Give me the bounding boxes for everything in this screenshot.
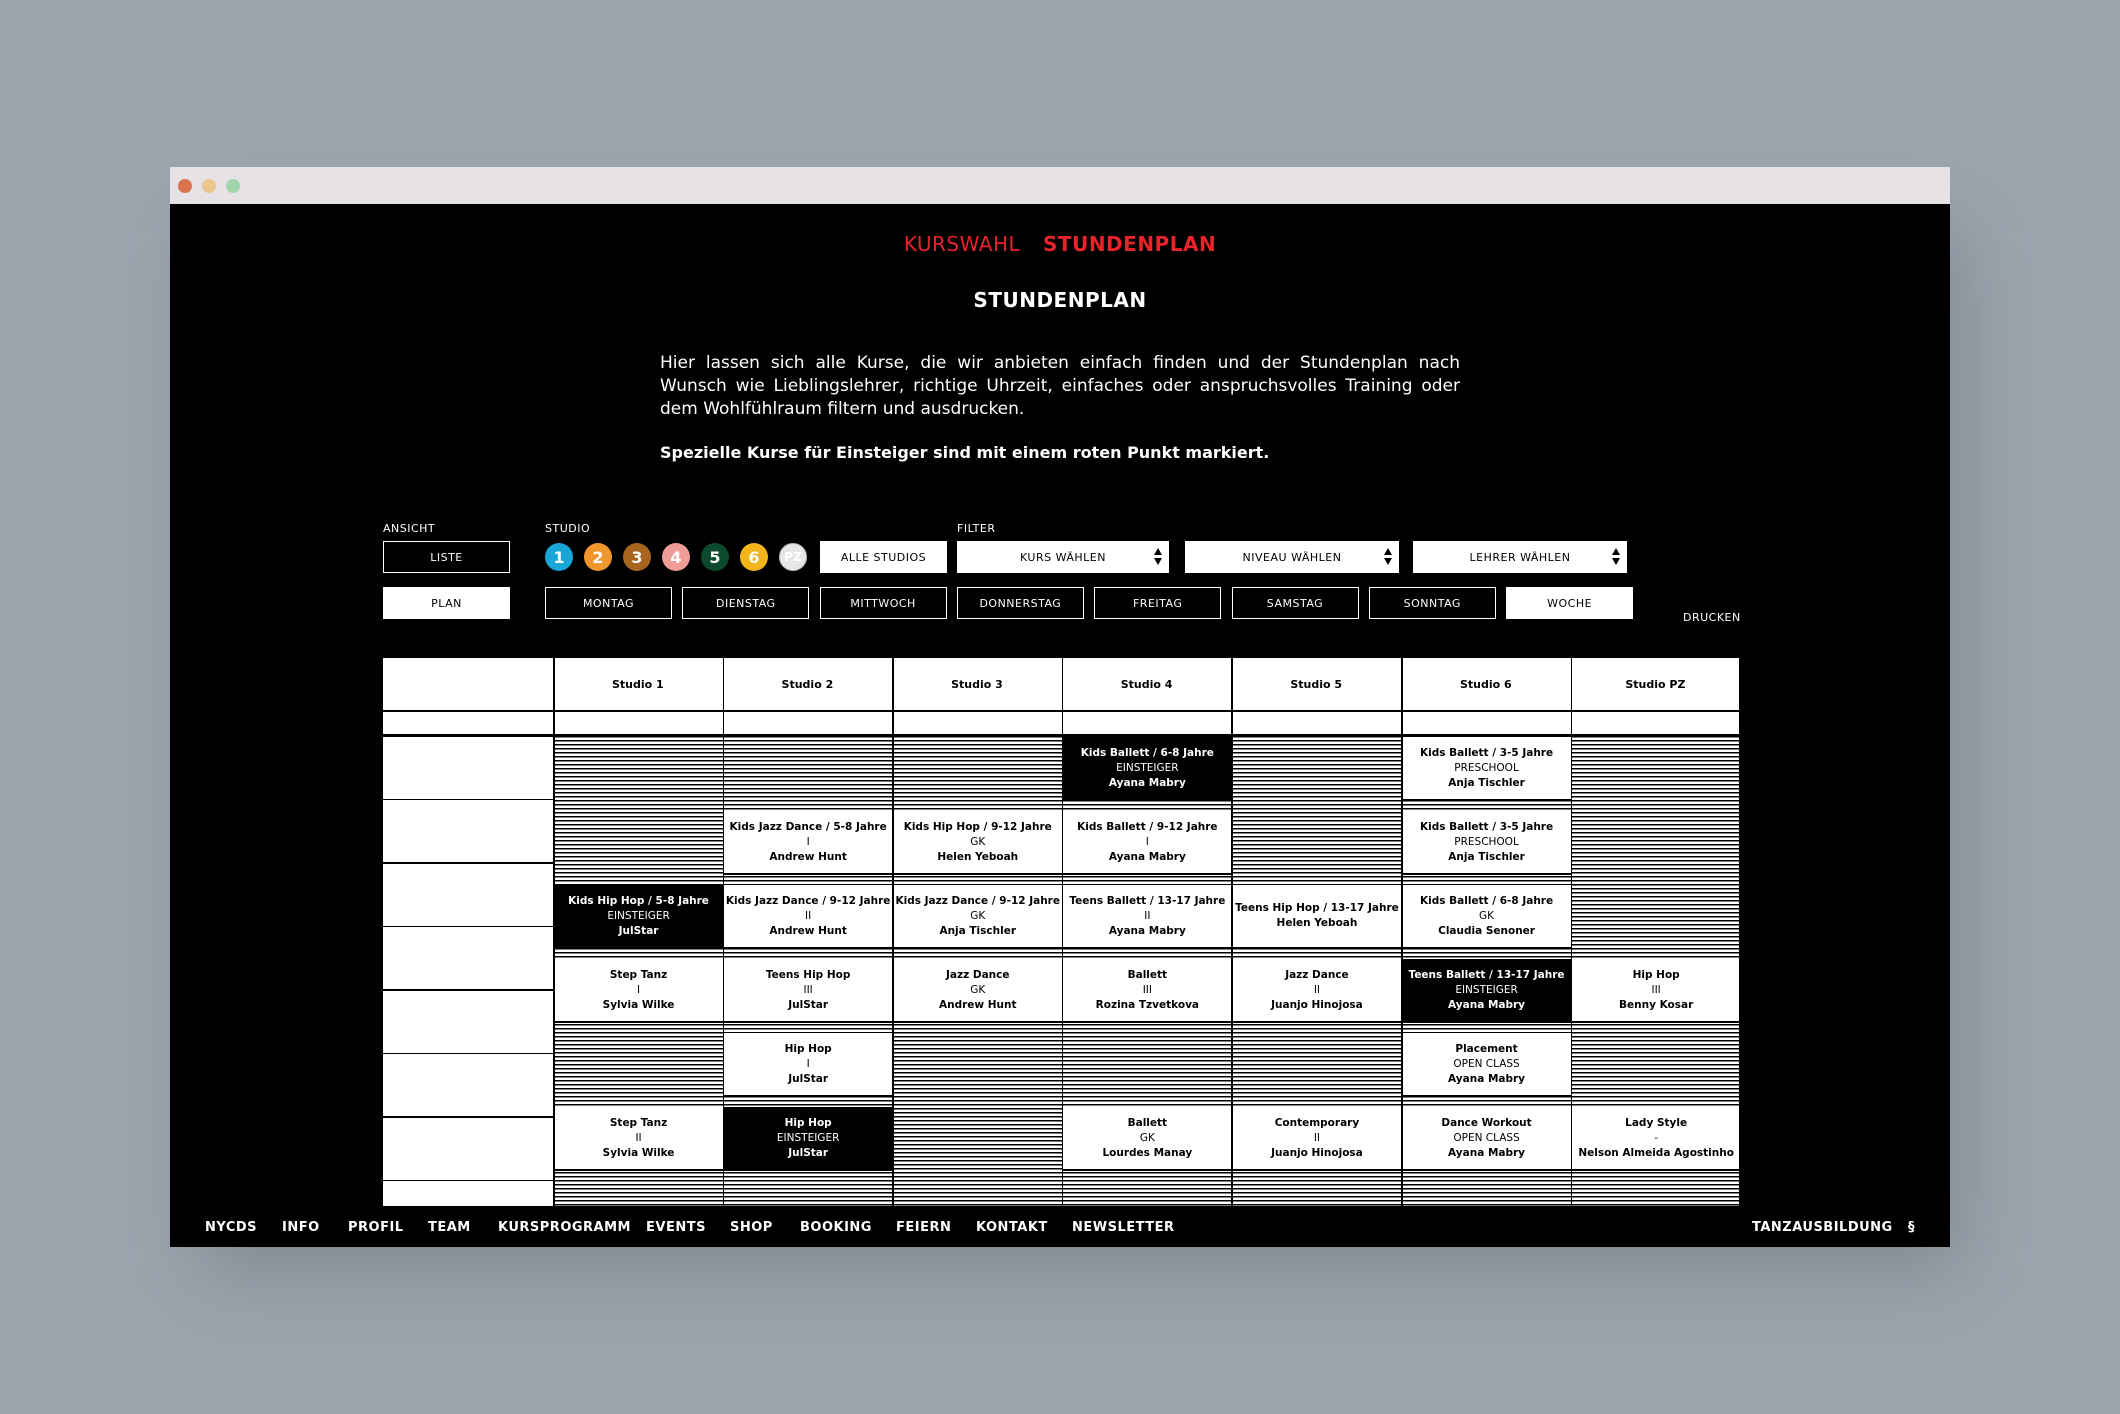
class-teacher: Claudia Senoner xyxy=(1438,924,1535,937)
class-title: Lady Style xyxy=(1625,1116,1688,1129)
studio-6-button[interactable]: 6 xyxy=(740,543,768,571)
time-label: 19:00 xyxy=(450,998,486,1011)
day-montag-button[interactable]: MONTAG xyxy=(545,587,672,619)
class-title: Dance Workout xyxy=(1441,1116,1532,1129)
class-level: I xyxy=(636,983,641,996)
class-teacher: Juanjo Hinojosa xyxy=(1271,998,1363,1011)
class-divider xyxy=(723,947,893,949)
class-title: Kids Jazz Dance / 5-8 Jahre xyxy=(729,820,887,833)
close-window-dot-icon[interactable] xyxy=(178,179,192,193)
class-divider xyxy=(1062,873,1232,875)
class-divider xyxy=(723,1021,893,1023)
kurs-select[interactable] xyxy=(957,541,1169,573)
column-header-studio: Studio 3 xyxy=(951,677,1003,691)
column-header-studio: Studio PZ xyxy=(1625,677,1686,691)
class-cell[interactable] xyxy=(555,1107,723,1169)
class-level: EINSTEIGER xyxy=(1116,761,1179,774)
class-divider xyxy=(1401,1021,1571,1023)
class-cell[interactable] xyxy=(894,811,1062,873)
class-divider xyxy=(1231,947,1401,949)
class-level: EINSTEIGER xyxy=(1455,983,1518,996)
class-divider xyxy=(553,1169,723,1171)
select-arrows-icon xyxy=(1153,547,1163,567)
class-title: Step Tanz xyxy=(609,968,668,981)
top-nav xyxy=(170,232,1950,256)
studio-2-button[interactable]: 2 xyxy=(584,543,612,571)
class-divider xyxy=(892,873,1062,875)
class-level: PRESCHOOL xyxy=(1454,835,1519,848)
time-label: 21:00 xyxy=(450,1125,486,1138)
class-level: PRESCHOOL xyxy=(1454,761,1519,774)
column-divider xyxy=(1739,658,1740,1206)
class-cell[interactable] xyxy=(1403,1033,1571,1095)
class-level: I xyxy=(806,1057,810,1070)
class-title: Step Tanz xyxy=(609,1116,668,1129)
time-label: 17:00 xyxy=(450,871,486,884)
class-teacher: Anja Tischler xyxy=(939,924,1017,937)
day-dienstag-button[interactable]: DIENSTAG xyxy=(682,587,809,619)
day-row-label: Montag xyxy=(403,718,450,731)
browser-window xyxy=(170,167,1950,1247)
day-donnerstag-button[interactable]: DONNERSTAG xyxy=(957,587,1084,619)
class-title: Kids Ballett / 3-5 Jahre xyxy=(1419,820,1554,833)
class-title: Contemporary xyxy=(1274,1116,1360,1129)
class-title: Kids Ballett / 3-5 Jahre xyxy=(1419,746,1554,759)
class-divider xyxy=(1401,873,1571,875)
class-level: GK xyxy=(1479,909,1495,922)
column-divider xyxy=(1231,658,1233,1206)
class-title: Jazz Dance xyxy=(1285,968,1349,981)
class-divider xyxy=(1062,1021,1232,1023)
day-woche-button[interactable]: WOCHE xyxy=(1506,587,1633,619)
class-teacher: Rozina Tzvetkova xyxy=(1095,998,1200,1011)
class-divider xyxy=(1062,947,1232,949)
studio-5-button[interactable]: 5 xyxy=(701,543,729,571)
class-teacher: Ayana Mabry xyxy=(1448,1146,1526,1159)
footer-link-booking[interactable]: BOOKING xyxy=(800,1220,872,1235)
class-cell[interactable] xyxy=(724,959,892,1021)
class-teacher: Nelson Almeida Agostinho xyxy=(1578,1146,1734,1159)
class-level: GK xyxy=(970,909,986,922)
class-divider xyxy=(1401,1095,1571,1097)
class-level: I xyxy=(1145,835,1149,848)
class-cell[interactable] xyxy=(894,959,1062,1021)
footer-link-events[interactable]: EVENTS xyxy=(646,1220,706,1235)
class-teacher: JulStar xyxy=(618,924,659,937)
time-row-divider xyxy=(383,1116,553,1118)
footer-link-kontakt[interactable]: KONTAKT xyxy=(976,1220,1048,1235)
class-title: Ballett xyxy=(1127,968,1168,981)
class-teacher: Sylvia Wilke xyxy=(602,998,675,1011)
class-level: EINSTEIGER xyxy=(776,1131,840,1144)
class-divider xyxy=(1401,799,1571,801)
class-cell[interactable] xyxy=(1572,959,1740,1021)
class-teacher: Ayana Mabry xyxy=(1448,1072,1526,1085)
view-plan-button[interactable]: PLAN xyxy=(383,587,510,619)
class-level: I xyxy=(806,835,810,848)
class-level: III xyxy=(1651,983,1661,996)
page-title: STUNDENPLAN xyxy=(973,288,1147,312)
class-level: GK xyxy=(970,983,986,996)
class-cell[interactable] xyxy=(724,885,892,947)
class-teacher: JulStar xyxy=(788,1146,829,1159)
ansicht-label: ANSICHT xyxy=(383,522,436,535)
maximize-window-dot-icon[interactable] xyxy=(226,179,240,193)
class-title: Kids Jazz Dance / 9-12 Jahre xyxy=(895,894,1060,907)
select-arrows-icon xyxy=(1611,547,1621,567)
class-title: Ballett xyxy=(1127,1116,1168,1129)
class-cell[interactable] xyxy=(1063,885,1231,947)
column-header-studio: Studio 5 xyxy=(1290,677,1343,691)
time-label: 20:00 xyxy=(450,1061,486,1075)
class-title: Teens Ballett / 13-17 Jahre xyxy=(1408,968,1565,981)
studio-1-button[interactable]: 1 xyxy=(545,543,573,571)
class-divider xyxy=(1401,947,1571,949)
intro-text: Hier lassen sich alle Kurse, die wir anbieten einfach finden und der Stundenplan nach Wunsch wie Lieblingslehrer, richtige Uhrzeit, einfaches oder anspruchsvolles Training oder dem Wohlfühlraum filtern und ausdrucken. xyxy=(660,353,1460,419)
class-level: III xyxy=(803,983,813,996)
footer-link-impressum[interactable]: § xyxy=(1908,1220,1915,1235)
class-title: Kids Ballett / 6-8 Jahre xyxy=(1080,746,1214,759)
day-mittwoch-button[interactable]: MITTWOCH xyxy=(820,587,947,619)
nav-stundenplan-link[interactable]: STUNDENPLAN xyxy=(1043,232,1217,256)
time-row-divider xyxy=(383,799,553,801)
niveau-select-label: NIVEAU WÄHLEN xyxy=(1242,550,1342,564)
time-row-divider xyxy=(383,989,553,991)
column-header-studio: Studio 2 xyxy=(781,677,834,691)
minimize-window-dot-icon[interactable] xyxy=(202,179,216,193)
schedule-grid xyxy=(383,658,1740,1206)
class-divider xyxy=(553,1021,723,1023)
class-title: Kids Hip Hop / 5-8 Jahre xyxy=(568,894,709,907)
alle-studios-button[interactable]: ALLE STUDIOS xyxy=(820,541,947,573)
class-cell[interactable] xyxy=(1063,1107,1231,1169)
class-title: Teens Ballett / 13-17 Jahre xyxy=(1069,894,1226,907)
class-cell[interactable] xyxy=(555,885,723,947)
class-level: - xyxy=(1654,1131,1659,1144)
class-title: Teens Hip Hop / 13-17 Jahre xyxy=(1235,902,1399,914)
footer-link-team[interactable]: TEAM xyxy=(428,1220,471,1235)
class-cell[interactable] xyxy=(1233,885,1401,947)
class-divider xyxy=(1401,1169,1571,1171)
day-freitag-button[interactable]: FREITAG xyxy=(1094,587,1221,619)
class-divider xyxy=(553,947,723,949)
footer-link-tanzausbildung[interactable]: TANZAUSBILDUNG xyxy=(1752,1220,1893,1235)
footer-link-nycds[interactable]: NYCDS xyxy=(205,1220,258,1235)
class-title: Kids Ballett / 9-12 Jahre xyxy=(1077,820,1218,833)
class-cell[interactable] xyxy=(1063,737,1231,799)
class-divider xyxy=(723,1095,893,1097)
class-cell[interactable] xyxy=(894,885,1062,947)
lehrer-select[interactable] xyxy=(1413,541,1627,573)
class-teacher: Benny Kosar xyxy=(1619,998,1694,1011)
footer-link-kursprogramm[interactable]: KURSPROGRAMM xyxy=(498,1220,631,1235)
day-sonntag-button[interactable]: SONNTAG xyxy=(1369,587,1496,619)
column-divider xyxy=(1401,658,1403,1206)
footer-link-profil[interactable]: PROFIL xyxy=(348,1220,404,1235)
class-teacher: Ayana Mabry xyxy=(1108,850,1186,863)
class-teacher: Ayana Mabry xyxy=(1108,924,1186,937)
class-cell[interactable] xyxy=(1403,737,1571,799)
class-teacher: Ayana Mabry xyxy=(1448,998,1526,1011)
class-cell[interactable] xyxy=(1063,811,1231,873)
class-title: Kids Ballett / 6-8 Jahre xyxy=(1419,894,1554,907)
class-cell[interactable] xyxy=(724,1033,892,1095)
niveau-select[interactable] xyxy=(1185,541,1399,573)
column-header-studio: Studio 6 xyxy=(1459,677,1512,691)
class-divider xyxy=(1062,1169,1232,1171)
class-level: OPEN CLASS xyxy=(1453,1057,1520,1070)
class-title: Hip Hop xyxy=(1632,968,1680,981)
class-divider xyxy=(1231,1021,1401,1023)
class-cell[interactable] xyxy=(1233,959,1401,1021)
drucken-link[interactable]: DRUCKEN xyxy=(1683,611,1741,624)
class-level: OPEN CLASS xyxy=(1453,1131,1520,1144)
column-divider xyxy=(553,658,555,1206)
studio-4-button[interactable]: 4 xyxy=(662,543,690,571)
class-teacher: Sylvia Wilke xyxy=(602,1146,675,1159)
page-content xyxy=(170,204,1950,1247)
class-teacher: Andrew Hunt xyxy=(938,998,1017,1011)
footer-link-newsletter[interactable]: NEWSLETTER xyxy=(1072,1220,1175,1235)
class-cell[interactable] xyxy=(1403,885,1571,947)
class-cell[interactable] xyxy=(1233,1107,1401,1169)
class-divider xyxy=(723,873,893,875)
class-level: II xyxy=(1313,983,1321,996)
class-divider xyxy=(1571,1169,1740,1171)
filter-label: FILTER xyxy=(957,522,996,535)
time-label: 15:00 xyxy=(450,744,486,757)
lehrer-select-label: LEHRER WÄHLEN xyxy=(1469,550,1571,564)
class-cell[interactable] xyxy=(1403,1107,1571,1169)
column-divider xyxy=(723,658,725,1206)
class-level: II xyxy=(1144,909,1151,922)
class-title: Kids Hip Hop / 9-12 Jahre xyxy=(903,820,1052,833)
class-teacher: Andrew Hunt xyxy=(769,850,847,863)
time-label: 22:00 xyxy=(450,1188,486,1202)
class-title: Teens Hip Hop xyxy=(765,968,851,981)
class-level: GK xyxy=(1139,1131,1155,1144)
class-divider xyxy=(723,1169,893,1171)
select-arrows-icon xyxy=(1383,547,1393,567)
time-row-divider xyxy=(383,1180,553,1182)
class-divider xyxy=(892,947,1062,949)
column-header-studio: Studio 1 xyxy=(611,677,664,691)
studio-3-button[interactable]: 3 xyxy=(623,543,651,571)
column-header-studio: Studio 4 xyxy=(1120,677,1173,691)
class-title: Kids Jazz Dance / 9-12 Jahre xyxy=(725,894,891,907)
kurs-select-label: KURS WÄHLEN xyxy=(1020,550,1106,564)
time-label: 18:00 xyxy=(450,934,486,948)
footer-link-info[interactable]: INFO xyxy=(282,1220,320,1235)
class-divider xyxy=(1571,1021,1740,1023)
class-cell[interactable] xyxy=(1403,959,1571,1021)
time-row-divider xyxy=(383,926,553,928)
class-divider xyxy=(892,1021,1062,1023)
column-divider xyxy=(1571,658,1573,1206)
nav-kurswahl-link[interactable]: KURSWAHL xyxy=(903,232,1021,256)
footer-link-shop[interactable]: SHOP xyxy=(730,1220,773,1235)
studio-pz-button[interactable]: PZ xyxy=(779,543,807,571)
class-cell[interactable] xyxy=(724,811,892,873)
column-divider xyxy=(892,658,894,1206)
class-teacher: Andrew Hunt xyxy=(769,924,847,937)
class-divider xyxy=(1062,799,1232,801)
time-label: 16:00 xyxy=(450,807,486,821)
view-liste-button[interactable]: LISTE xyxy=(383,541,510,573)
class-teacher: Juanjo Hinojosa xyxy=(1271,1146,1363,1159)
class-teacher: Anja Tischler xyxy=(1448,850,1525,863)
time-row-divider xyxy=(383,1053,553,1055)
column-divider xyxy=(1062,658,1064,1206)
class-cell[interactable] xyxy=(1063,959,1231,1021)
class-cell[interactable] xyxy=(555,959,723,1021)
studio-label: STUDIO xyxy=(545,522,591,535)
class-title: Hip Hop xyxy=(784,1116,832,1129)
class-title: Placement xyxy=(1455,1042,1518,1055)
class-level: EINSTEIGER xyxy=(607,909,670,922)
class-cell[interactable] xyxy=(724,1107,892,1169)
class-level: GK xyxy=(970,835,986,848)
class-teacher: JulStar xyxy=(788,998,829,1011)
class-level: II xyxy=(805,909,812,922)
beginner-note: Spezielle Kurse für Einsteiger sind mit einem roten Punkt markiert. xyxy=(660,443,1270,462)
class-level: II xyxy=(1313,1131,1321,1144)
day-samstag-button[interactable]: SAMSTAG xyxy=(1232,587,1359,619)
class-divider xyxy=(1231,1169,1401,1171)
class-level: II xyxy=(635,1131,642,1144)
class-cell[interactable] xyxy=(1403,811,1571,873)
class-teacher: Anja Tischler xyxy=(1448,776,1525,789)
class-teacher: JulStar xyxy=(788,1072,829,1085)
class-title: Jazz Dance xyxy=(945,968,1010,981)
browser-titlebar xyxy=(170,167,1950,204)
footer-nav xyxy=(170,1206,1950,1247)
class-title: Hip Hop xyxy=(784,1042,832,1055)
class-cell[interactable] xyxy=(1572,1107,1740,1169)
time-row-divider xyxy=(383,862,553,864)
class-teacher: Lourdes Manay xyxy=(1102,1146,1193,1159)
class-teacher: Ayana Mabry xyxy=(1108,776,1186,789)
class-level: III xyxy=(1142,983,1152,996)
class-teacher: Helen Yeboah xyxy=(937,850,1019,863)
footer-link-feiern[interactable]: FEIERN xyxy=(896,1220,952,1235)
class-teacher: Helen Yeboah xyxy=(1276,917,1358,929)
